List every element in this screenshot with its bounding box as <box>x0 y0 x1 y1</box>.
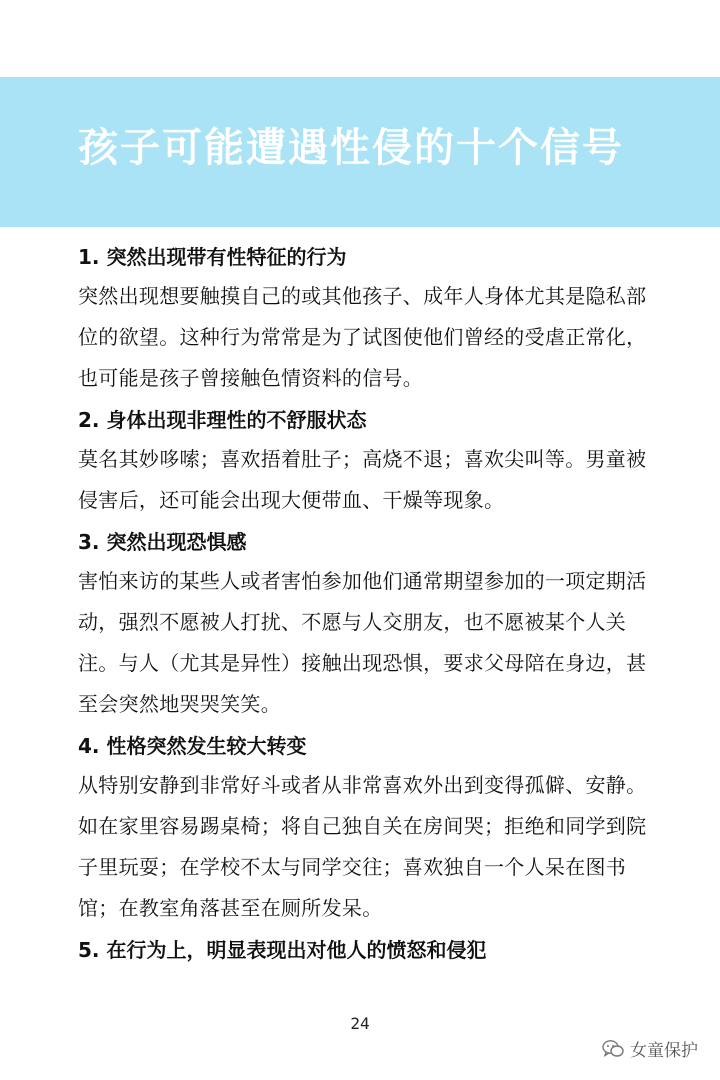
section-5 <box>78 931 648 969</box>
section-title: 1. 突然出现带有性特征的行为 <box>78 245 347 269</box>
section-body: 突然出现想要触摸自己的或其他孩子、成年人身体尤其是隐私部位的欲望。这种行为常常是为了试图使他们曾经的受虐正常化，也可能是孩子曾接触色情资料的信号。 <box>78 284 647 390</box>
section-title: 2. 身体出现非理性的不舒服状态 <box>78 408 367 432</box>
section-title: 4. 性格突然发生较大转变 <box>78 734 307 758</box>
section-body: 害怕来访的某些人或者害怕参加他们通常期望参加的一项定期活动，强烈不愿被人打扰、不愿与人交朋友，也不愿被某个人关注。与人（尤其是异性）接触出现恐惧，要求父母陪在身边，甚至会突然地哭哭笑笑。 <box>78 569 647 716</box>
article-content <box>78 238 648 969</box>
wechat-watermark <box>602 1036 698 1061</box>
section-body: 莫名其妙哆嗦；喜欢捂着肚子；高烧不退；喜欢尖叫等。男童被侵害后，还可能会出现大便带血、干燥等现象。 <box>78 447 647 512</box>
section-3 <box>78 523 648 725</box>
section-body: 从特别安静到非常好斗或者从非常喜欢外出到变得孤僻、安静。如在家里容易踢桌椅；将自己独自关在房间哭；拒绝和同学到院子里玩耍；在学校不太与同学交往；喜欢独自一个人呆在图书馆；在教室角落甚至在厕所发呆。 <box>78 773 647 920</box>
section-2 <box>78 401 648 521</box>
watermark-text: 女童保护 <box>630 1041 698 1061</box>
section-1 <box>78 238 648 399</box>
wechat-icon <box>602 1039 624 1059</box>
section-4 <box>78 727 648 929</box>
section-title: 3. 突然出现恐惧感 <box>78 530 247 554</box>
section-title: 5. 在行为上，明显表现出对他人的愤怒和侵犯 <box>78 938 487 962</box>
page-title: 孩子可能遭遇性侵的十个信号 <box>78 125 624 171</box>
page-number: 24 <box>350 1014 370 1033</box>
